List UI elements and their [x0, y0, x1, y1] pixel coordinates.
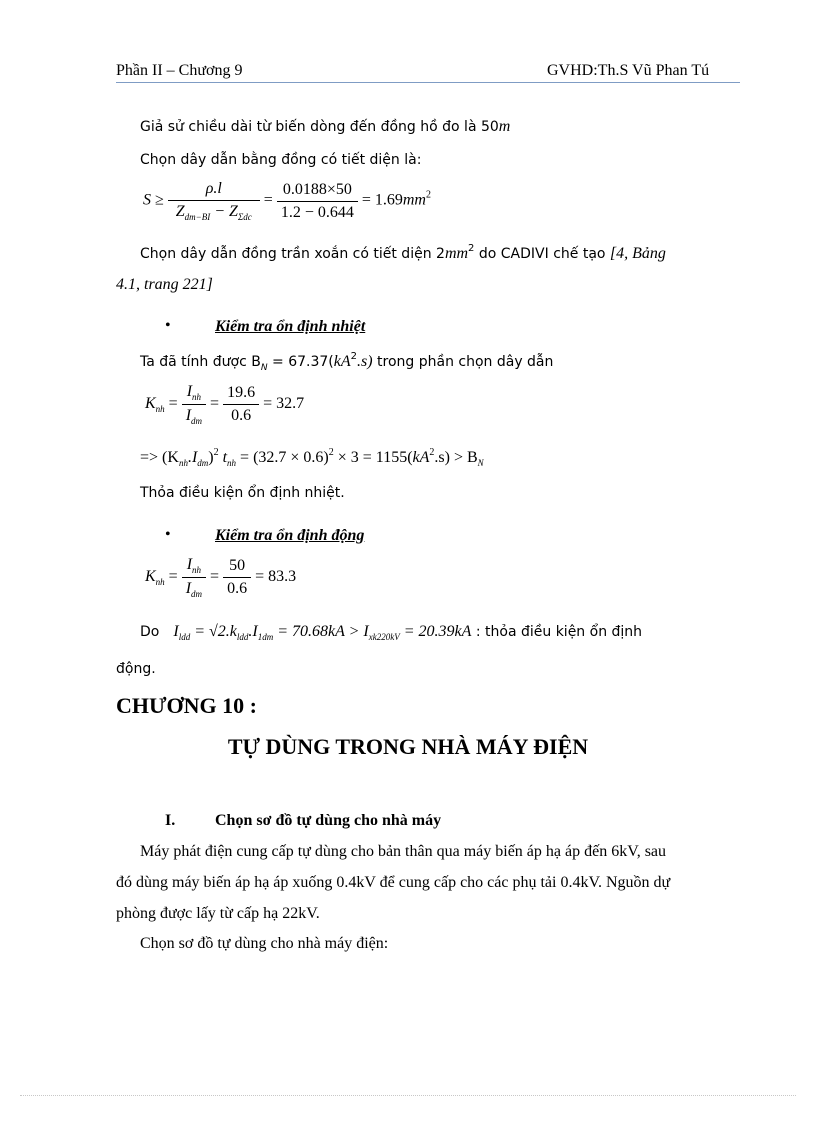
- paragraph-thermal-ok: Thỏa điều kiện ổn định nhiệt.: [140, 485, 345, 501]
- bullet-icon: •: [165, 526, 171, 543]
- reference-tail: 4.1, trang 221]: [116, 276, 213, 293]
- header-right: GVHD:Th.S Vũ Phan Tú: [547, 62, 710, 79]
- paragraph-dynamic-check: Do $I_{ldd} = √2.k_{ldd}.I_{1dm} = 70.68kA > I_{xk220kV} = 20.39kA$ : thỏa điều kiện ổn định: [140, 623, 643, 642]
- paragraph-bn-value: Ta đã tính được $B_N = 67.37(kA^2.s)$ trong phần chọn dây dẫn: [140, 351, 554, 373]
- fraction-rho-l: $\frac{\rho.l}{Z_{dm-BI} - Z_{\Sigma dc}}$: [168, 180, 260, 222]
- header-left: Phần II – Chương 9: [116, 62, 243, 79]
- equation-knh-dynamic: $K_{nh}$ = $\frac{I_{nh}}{I_{dm}}$ = $\frac{50}{0.6}$ = 83.3: [145, 556, 297, 599]
- paragraph-line-1: Máy phát điện cung cấp tự dùng cho bản thân qua máy biến áp hạ áp đến 6kV, sau: [140, 843, 667, 860]
- chapter-title: TỰ DÙNG TRONG NHÀ MÁY ĐIỆN: [227, 734, 589, 759]
- equation-thermal-check: => $(K_{nh}.I_{dm})^2$ $t_{nh} = (32.7 \times 0.6)^2 \times 3 = 1155(kA^2.s) > B_N$: [140, 447, 484, 468]
- paragraph-dynamic-end: động.: [116, 661, 156, 677]
- paragraph-line-2: đó dùng máy biến áp hạ áp xuống 0.4kV để cung cấp cho các phụ tải 0.4kV. Nguồn dự: [116, 874, 671, 891]
- chapter-heading: CHƯƠNG 10 :: [116, 693, 257, 718]
- subheading-thermal-stability: Kiểm tra ổn định nhiệt: [215, 318, 366, 335]
- bullet-icon: •: [165, 317, 171, 334]
- paragraph-choose-diagram: Chọn sơ đồ tự dùng cho nhà máy điện:: [140, 935, 389, 952]
- subheading-dynamic-stability: Kiểm tra ổn định động: [215, 527, 365, 544]
- section-title: Chọn sơ đồ tự dùng cho nhà máy: [215, 812, 442, 829]
- paragraph-choose-wire: Chọn dây dẫn bằng đồng có tiết diện là:: [140, 152, 422, 168]
- paragraph-length: Giả sử chiều dài từ biến dòng đến đồng hồ đo là 50m: [140, 118, 511, 135]
- section-number: I.: [165, 812, 176, 829]
- paragraph-wire-choice: Chọn dây dẫn đồng trần xoắn có tiết diện $2mm^2$ do CADIVI chế tạo [4, Bảng: [140, 243, 666, 262]
- paragraph-line-3: phòng được lấy từ cấp hạ 22kV.: [116, 905, 320, 922]
- equation-knh-thermal: $K_{nh}$ = $\frac{I_{nh}}{I_{dm}}$ = $\frac{19.6}{0.6}$ = 32.7: [145, 383, 305, 426]
- equation-cross-section: S ≥ $\frac{\rho.l}{Z_{dm-BI} - Z_{\Sigma dc}}$ = $\frac{0.0188\times 50}{1.2 - 0.644}$ = $1.69mm^2$: [143, 180, 431, 222]
- fraction-numeric: $\frac{0.0188\times 50}{1.2 - 0.644}$: [277, 181, 358, 222]
- header-divider: [116, 82, 740, 83]
- footer-divider: [20, 1095, 796, 1096]
